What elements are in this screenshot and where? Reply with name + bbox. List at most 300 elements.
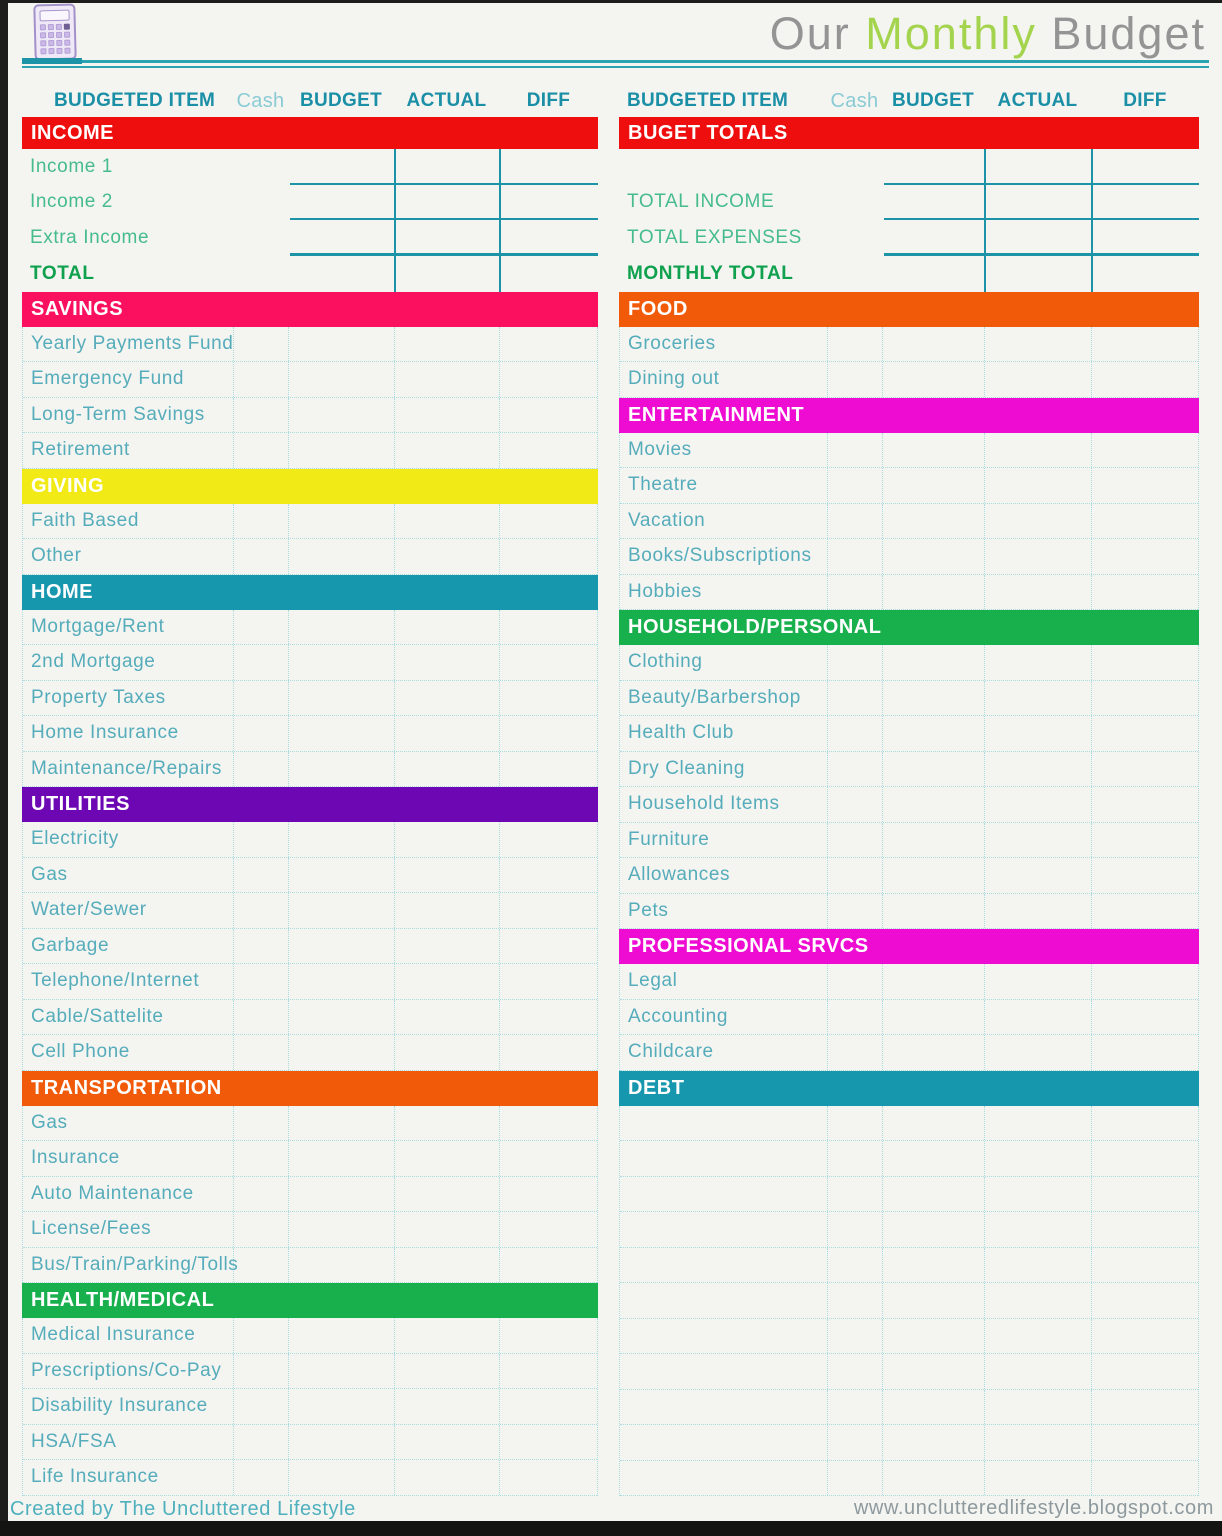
- cell-budget: [883, 327, 985, 362]
- row-label: Hobbies: [620, 575, 828, 610]
- cell-diff: [500, 929, 597, 964]
- row-label: Prescriptions/Co-Pay: [23, 1354, 234, 1389]
- cell-diff: [1092, 1177, 1198, 1212]
- value-underline: [884, 253, 1199, 256]
- cell-budget: [883, 468, 985, 503]
- row-label: Disability Insurance: [23, 1389, 234, 1424]
- cell-cash: [828, 716, 883, 751]
- cell-actual: [985, 964, 1092, 999]
- cell-actual: [395, 822, 500, 857]
- section-header-buget-totals: [619, 117, 1199, 149]
- cell-diff: [1092, 1461, 1198, 1496]
- calculator-key: [40, 40, 46, 46]
- table-row: [620, 1248, 1198, 1284]
- cell-actual: [395, 858, 500, 893]
- section-title: HOME: [31, 580, 93, 603]
- cell-actual: [985, 716, 1092, 751]
- row-label: Property Taxes: [23, 681, 234, 716]
- cell-diff: [500, 327, 597, 362]
- table-row: [620, 1000, 1198, 1036]
- row-label: Books/Subscriptions: [620, 539, 828, 574]
- cell-diff: [1092, 1248, 1198, 1283]
- page-frame-bottom: [0, 1521, 1222, 1536]
- row-label: Household Items: [620, 787, 828, 822]
- cell-cash: [234, 716, 289, 751]
- cell-budget: [289, 1106, 395, 1141]
- column-header-diff: DIFF: [1123, 90, 1167, 111]
- cell-actual: [395, 752, 500, 787]
- calculator-key: [64, 40, 70, 46]
- row-label: [620, 1177, 828, 1212]
- section-header-food: [619, 292, 1199, 327]
- cell-cash: [828, 1283, 883, 1318]
- cell-diff: [1092, 327, 1198, 362]
- cell-budget: [883, 433, 985, 468]
- calculator-key: [64, 32, 70, 38]
- cell-actual: [395, 1354, 500, 1389]
- row-label: Accounting: [620, 1000, 828, 1035]
- cell-diff: [500, 893, 597, 928]
- table-row: [620, 468, 1198, 504]
- cell-actual: [395, 362, 500, 397]
- row-label: 2nd Mortgage: [23, 645, 234, 680]
- cell-cash: [828, 1390, 883, 1425]
- table-row: [22, 220, 598, 256]
- table-row: [23, 893, 597, 929]
- section-title: FOOD: [628, 297, 688, 320]
- section-header-entertainment: [619, 398, 1199, 433]
- cell-cash: [234, 1425, 289, 1460]
- column-header-actual: ACTUAL: [997, 90, 1078, 111]
- row-label: Life Insurance: [23, 1460, 234, 1495]
- cell-budget: [883, 894, 985, 929]
- row-label: Faith Based: [23, 504, 234, 539]
- cell-actual: [985, 362, 1092, 397]
- row-label: Health Club: [620, 716, 828, 751]
- cell-actual: [985, 504, 1092, 539]
- cell-cash: [828, 1212, 883, 1247]
- section-header-debt: [619, 1071, 1199, 1106]
- cell-budget: [289, 893, 395, 928]
- section-title: ENTERTAINMENT: [628, 403, 805, 426]
- cell-budget: [883, 575, 985, 610]
- row-label: Extra Income: [30, 226, 150, 248]
- cell-diff: [1092, 858, 1198, 893]
- cell-cash: [234, 1177, 289, 1212]
- table-row: [23, 539, 597, 575]
- cell-cash: [828, 823, 883, 858]
- column-header-budget: BUDGET: [891, 90, 975, 111]
- column-header-budget: BUDGET: [299, 90, 383, 111]
- cell-diff: [500, 964, 597, 999]
- cell-cash: [828, 1425, 883, 1460]
- section-rows: [22, 822, 598, 1071]
- cell-budget: [883, 1141, 985, 1176]
- cell-budget: [883, 362, 985, 397]
- section-title: TRANSPORTATION: [31, 1076, 222, 1099]
- cell-cash: [234, 1354, 289, 1389]
- footer-credit: Created by The Uncluttered Lifestyle: [10, 1498, 356, 1520]
- cell-actual: [985, 1248, 1092, 1283]
- cell-budget: [883, 1106, 985, 1141]
- cell-cash: [828, 1177, 883, 1212]
- row-label: MONTHLY TOTAL: [627, 262, 794, 284]
- header-rule-top: [22, 60, 1209, 63]
- cell-cash: [234, 752, 289, 787]
- cell-diff: [500, 1354, 597, 1389]
- cell-budget: [883, 716, 985, 751]
- cell-budget: [883, 858, 985, 893]
- row-label: License/Fees: [23, 1212, 234, 1247]
- cell-actual: [395, 327, 500, 362]
- cell-diff: [500, 504, 597, 539]
- section-title: HEALTH/MEDICAL: [31, 1289, 215, 1311]
- calculator-icon-screen: [39, 10, 69, 22]
- table-row: [23, 1177, 597, 1213]
- row-label: [620, 1354, 828, 1389]
- row-label: Allowances: [620, 858, 828, 893]
- cell-budget: [289, 1318, 395, 1353]
- cell-actual: [985, 823, 1092, 858]
- calculator-key: [56, 40, 62, 46]
- cell-diff: [1092, 1000, 1198, 1035]
- calculator-key: [48, 40, 54, 46]
- cell-diff: [500, 1000, 597, 1035]
- totals-block: [619, 149, 1199, 292]
- cell-actual: [985, 894, 1092, 929]
- cell-actual: [985, 1283, 1092, 1318]
- total-row: [619, 256, 1199, 292]
- cell-diff: [1092, 1354, 1198, 1389]
- cell-budget: [883, 1000, 985, 1035]
- table-row: [620, 575, 1198, 611]
- row-label: Telephone/Internet: [23, 964, 234, 999]
- table-row: [620, 1177, 1198, 1213]
- section-rows: [619, 1106, 1199, 1497]
- value-underline: [884, 218, 1199, 220]
- cell-budget: [883, 1177, 985, 1212]
- table-row: [23, 1460, 597, 1496]
- section-rows: [619, 327, 1199, 398]
- cell-budget: [289, 1354, 395, 1389]
- cell-actual: [985, 1319, 1092, 1354]
- cell-diff: [500, 1106, 597, 1141]
- table-row: [23, 1000, 597, 1036]
- cell-actual: [395, 1425, 500, 1460]
- table-row: [23, 1106, 597, 1142]
- page-frame-top: [0, 0, 1222, 3]
- cell-cash: [828, 1141, 883, 1176]
- table-row: [23, 1248, 597, 1284]
- cell-cash: [234, 1212, 289, 1247]
- cell-actual: [985, 1035, 1092, 1070]
- budget-table-left: [22, 85, 598, 1496]
- cell-cash: [234, 1460, 289, 1495]
- cell-cash: [234, 362, 289, 397]
- header-rule-accent: [22, 58, 82, 64]
- cell-cash: [828, 787, 883, 822]
- cell-actual: [395, 504, 500, 539]
- cell-budget: [289, 716, 395, 751]
- row-label: [620, 1141, 828, 1176]
- cell-diff: [500, 1425, 597, 1460]
- cell-diff: [1092, 362, 1198, 397]
- row-label: Gas: [23, 1106, 234, 1141]
- cell-cash: [234, 929, 289, 964]
- section-title: UTILITIES: [31, 793, 130, 815]
- section-header-giving: [22, 469, 598, 504]
- calculator-key: [40, 24, 46, 30]
- table-row: [23, 1212, 597, 1248]
- row-label: HSA/FSA: [23, 1425, 234, 1460]
- row-label: Movies: [620, 433, 828, 468]
- row-label: Home Insurance: [23, 716, 234, 751]
- cell-budget: [883, 752, 985, 787]
- cell-diff: [500, 716, 597, 751]
- column-header-budgeted-item: BUDGETED ITEM: [627, 90, 789, 111]
- cell-actual: [395, 929, 500, 964]
- row-label: Cell Phone: [23, 1035, 234, 1070]
- column-header-diff: DIFF: [526, 90, 571, 111]
- cell-diff: [500, 398, 597, 433]
- totals-block: [22, 149, 598, 292]
- cell-actual: [395, 1177, 500, 1212]
- row-label: [620, 1461, 828, 1496]
- table-row: [620, 504, 1198, 540]
- cell-budget: [289, 1141, 395, 1176]
- header-rule-bottom: [22, 66, 1209, 68]
- cell-diff: [500, 858, 597, 893]
- table-row: [23, 822, 597, 858]
- row-label: [620, 1390, 828, 1425]
- row-label: Gas: [23, 858, 234, 893]
- calculator-key: [48, 32, 54, 38]
- cell-cash: [828, 575, 883, 610]
- cell-budget: [289, 1035, 395, 1070]
- cell-budget: [883, 681, 985, 716]
- section-header-health-medical: [22, 1283, 598, 1318]
- row-label: Insurance: [23, 1141, 234, 1176]
- cell-actual: [985, 1212, 1092, 1247]
- column-divider: [499, 149, 501, 292]
- row-label: Dining out: [620, 362, 828, 397]
- row-label: Beauty/Barbershop: [620, 681, 828, 716]
- cell-budget: [289, 1177, 395, 1212]
- cell-actual: [395, 1318, 500, 1353]
- cell-budget: [883, 1212, 985, 1247]
- cell-budget: [289, 1000, 395, 1035]
- cell-diff: [1092, 1390, 1198, 1425]
- cell-actual: [985, 1461, 1092, 1496]
- row-label: Medical Insurance: [23, 1318, 234, 1353]
- table-row: [620, 858, 1198, 894]
- budget-table-right: [619, 85, 1199, 1496]
- cell-diff: [1092, 823, 1198, 858]
- column-header-actual: ACTUAL: [406, 90, 487, 111]
- section-rows: [619, 433, 1199, 611]
- cell-actual: [985, 575, 1092, 610]
- cell-diff: [500, 752, 597, 787]
- column-header-budgeted-item: BUDGETED ITEM: [54, 90, 216, 111]
- table-row: [23, 716, 597, 752]
- table-row: [23, 1389, 597, 1425]
- table-row: [620, 1106, 1198, 1142]
- cell-actual: [985, 1354, 1092, 1389]
- cell-cash: [828, 894, 883, 929]
- cell-cash: [828, 1319, 883, 1354]
- cell-budget: [883, 1283, 985, 1318]
- cell-diff: [500, 1177, 597, 1212]
- table-row: [620, 681, 1198, 717]
- cell-cash: [234, 822, 289, 857]
- cell-diff: [1092, 468, 1198, 503]
- cell-budget: [289, 681, 395, 716]
- cell-cash: [234, 858, 289, 893]
- section-title: GIVING: [31, 474, 105, 497]
- table-row: [619, 185, 1199, 221]
- title-word-monthly: Monthly: [865, 8, 1037, 59]
- row-label: Theatre: [620, 468, 828, 503]
- section-header-utilities: [22, 787, 598, 822]
- cell-cash: [234, 539, 289, 574]
- cell-diff: [1092, 1141, 1198, 1176]
- row-label: Income 2: [30, 191, 113, 213]
- cell-actual: [395, 893, 500, 928]
- cell-diff: [500, 1389, 597, 1424]
- section-rows: [22, 504, 598, 575]
- cell-actual: [395, 398, 500, 433]
- cell-actual: [395, 716, 500, 751]
- table-row: [23, 1354, 597, 1390]
- cell-diff: [1092, 894, 1198, 929]
- section-header-transportation: [22, 1071, 598, 1106]
- row-label: Pets: [620, 894, 828, 929]
- cell-budget: [883, 1319, 985, 1354]
- row-label: Furniture: [620, 823, 828, 858]
- row-label: Dry Cleaning: [620, 752, 828, 787]
- cell-actual: [985, 1106, 1092, 1141]
- calculator-key: [48, 24, 54, 30]
- cell-budget: [289, 752, 395, 787]
- calculator-key: [48, 48, 54, 54]
- table-row: [619, 220, 1199, 256]
- cell-actual: [985, 1390, 1092, 1425]
- value-underline: [290, 218, 598, 220]
- cell-cash: [828, 1248, 883, 1283]
- cell-diff: [500, 1460, 597, 1495]
- cell-actual: [395, 1212, 500, 1247]
- total-row: [22, 256, 598, 292]
- cell-cash: [828, 964, 883, 999]
- row-label: TOTAL INCOME: [627, 191, 775, 213]
- cell-budget: [289, 327, 395, 362]
- title-word-our: Our: [769, 8, 866, 59]
- cell-diff: [1092, 964, 1198, 999]
- cell-cash: [234, 1000, 289, 1035]
- table-row: [23, 610, 597, 646]
- cell-budget: [883, 645, 985, 680]
- row-label: Mortgage/Rent: [23, 610, 234, 645]
- table-row: [23, 1035, 597, 1071]
- table-row: [620, 1390, 1198, 1426]
- calculator-key: [64, 48, 70, 54]
- row-label: Retirement: [23, 433, 234, 468]
- section-rows: [22, 610, 598, 788]
- section-header-home: [22, 575, 598, 610]
- cell-actual: [395, 1248, 500, 1283]
- table-row: [619, 149, 1199, 185]
- section-title: SAVINGS: [31, 297, 124, 320]
- cell-actual: [395, 610, 500, 645]
- cell-cash: [234, 1248, 289, 1283]
- cell-diff: [500, 1248, 597, 1283]
- calculator-key: [40, 32, 46, 38]
- cell-actual: [985, 327, 1092, 362]
- cell-actual: [395, 964, 500, 999]
- cell-budget: [289, 433, 395, 468]
- cell-budget: [883, 1461, 985, 1496]
- section-header-household-personal: [619, 610, 1199, 645]
- section-header-professional-srvcs: [619, 929, 1199, 964]
- cell-diff: [500, 1318, 597, 1353]
- section-rows: [22, 1106, 598, 1284]
- row-label: Other: [23, 539, 234, 574]
- row-label: Maintenance/Repairs: [23, 752, 234, 787]
- section-title: INCOME: [31, 121, 114, 144]
- cell-actual: [985, 433, 1092, 468]
- calculator-key: [56, 48, 62, 54]
- cell-actual: [985, 468, 1092, 503]
- value-underline: [884, 183, 1199, 185]
- section-rows: [619, 964, 1199, 1071]
- cell-cash: [828, 362, 883, 397]
- cell-budget: [289, 1389, 395, 1424]
- table-row: [620, 716, 1198, 752]
- cell-cash: [828, 1106, 883, 1141]
- cell-cash: [234, 645, 289, 680]
- cell-actual: [985, 681, 1092, 716]
- row-label: Long-Term Savings: [23, 398, 234, 433]
- column-divider: [984, 149, 986, 292]
- table-row: [620, 1212, 1198, 1248]
- cell-budget: [289, 929, 395, 964]
- cell-diff: [1092, 1283, 1198, 1318]
- table-row: [620, 823, 1198, 859]
- cell-diff: [500, 610, 597, 645]
- row-label: Cable/Sattelite: [23, 1000, 234, 1035]
- table-row: [23, 398, 597, 434]
- cell-cash: [828, 327, 883, 362]
- row-label: [620, 1425, 828, 1460]
- section-rows: [22, 327, 598, 469]
- cell-cash: [234, 1106, 289, 1141]
- page-frame-left: [0, 0, 8, 1536]
- calculator-icon-keys: [40, 24, 71, 55]
- row-label: Yearly Payments Fund: [23, 327, 234, 362]
- cell-diff: [500, 1141, 597, 1176]
- cell-cash: [828, 504, 883, 539]
- section-title: BUGET TOTALS: [628, 121, 788, 144]
- cell-cash: [234, 433, 289, 468]
- cell-cash: [234, 964, 289, 999]
- column-divider: [1091, 149, 1093, 292]
- table-row: [620, 327, 1198, 363]
- section-title: DEBT: [628, 1076, 685, 1099]
- cell-budget: [883, 1248, 985, 1283]
- row-label: Emergency Fund: [23, 362, 234, 397]
- cell-actual: [985, 1425, 1092, 1460]
- cell-cash: [234, 327, 289, 362]
